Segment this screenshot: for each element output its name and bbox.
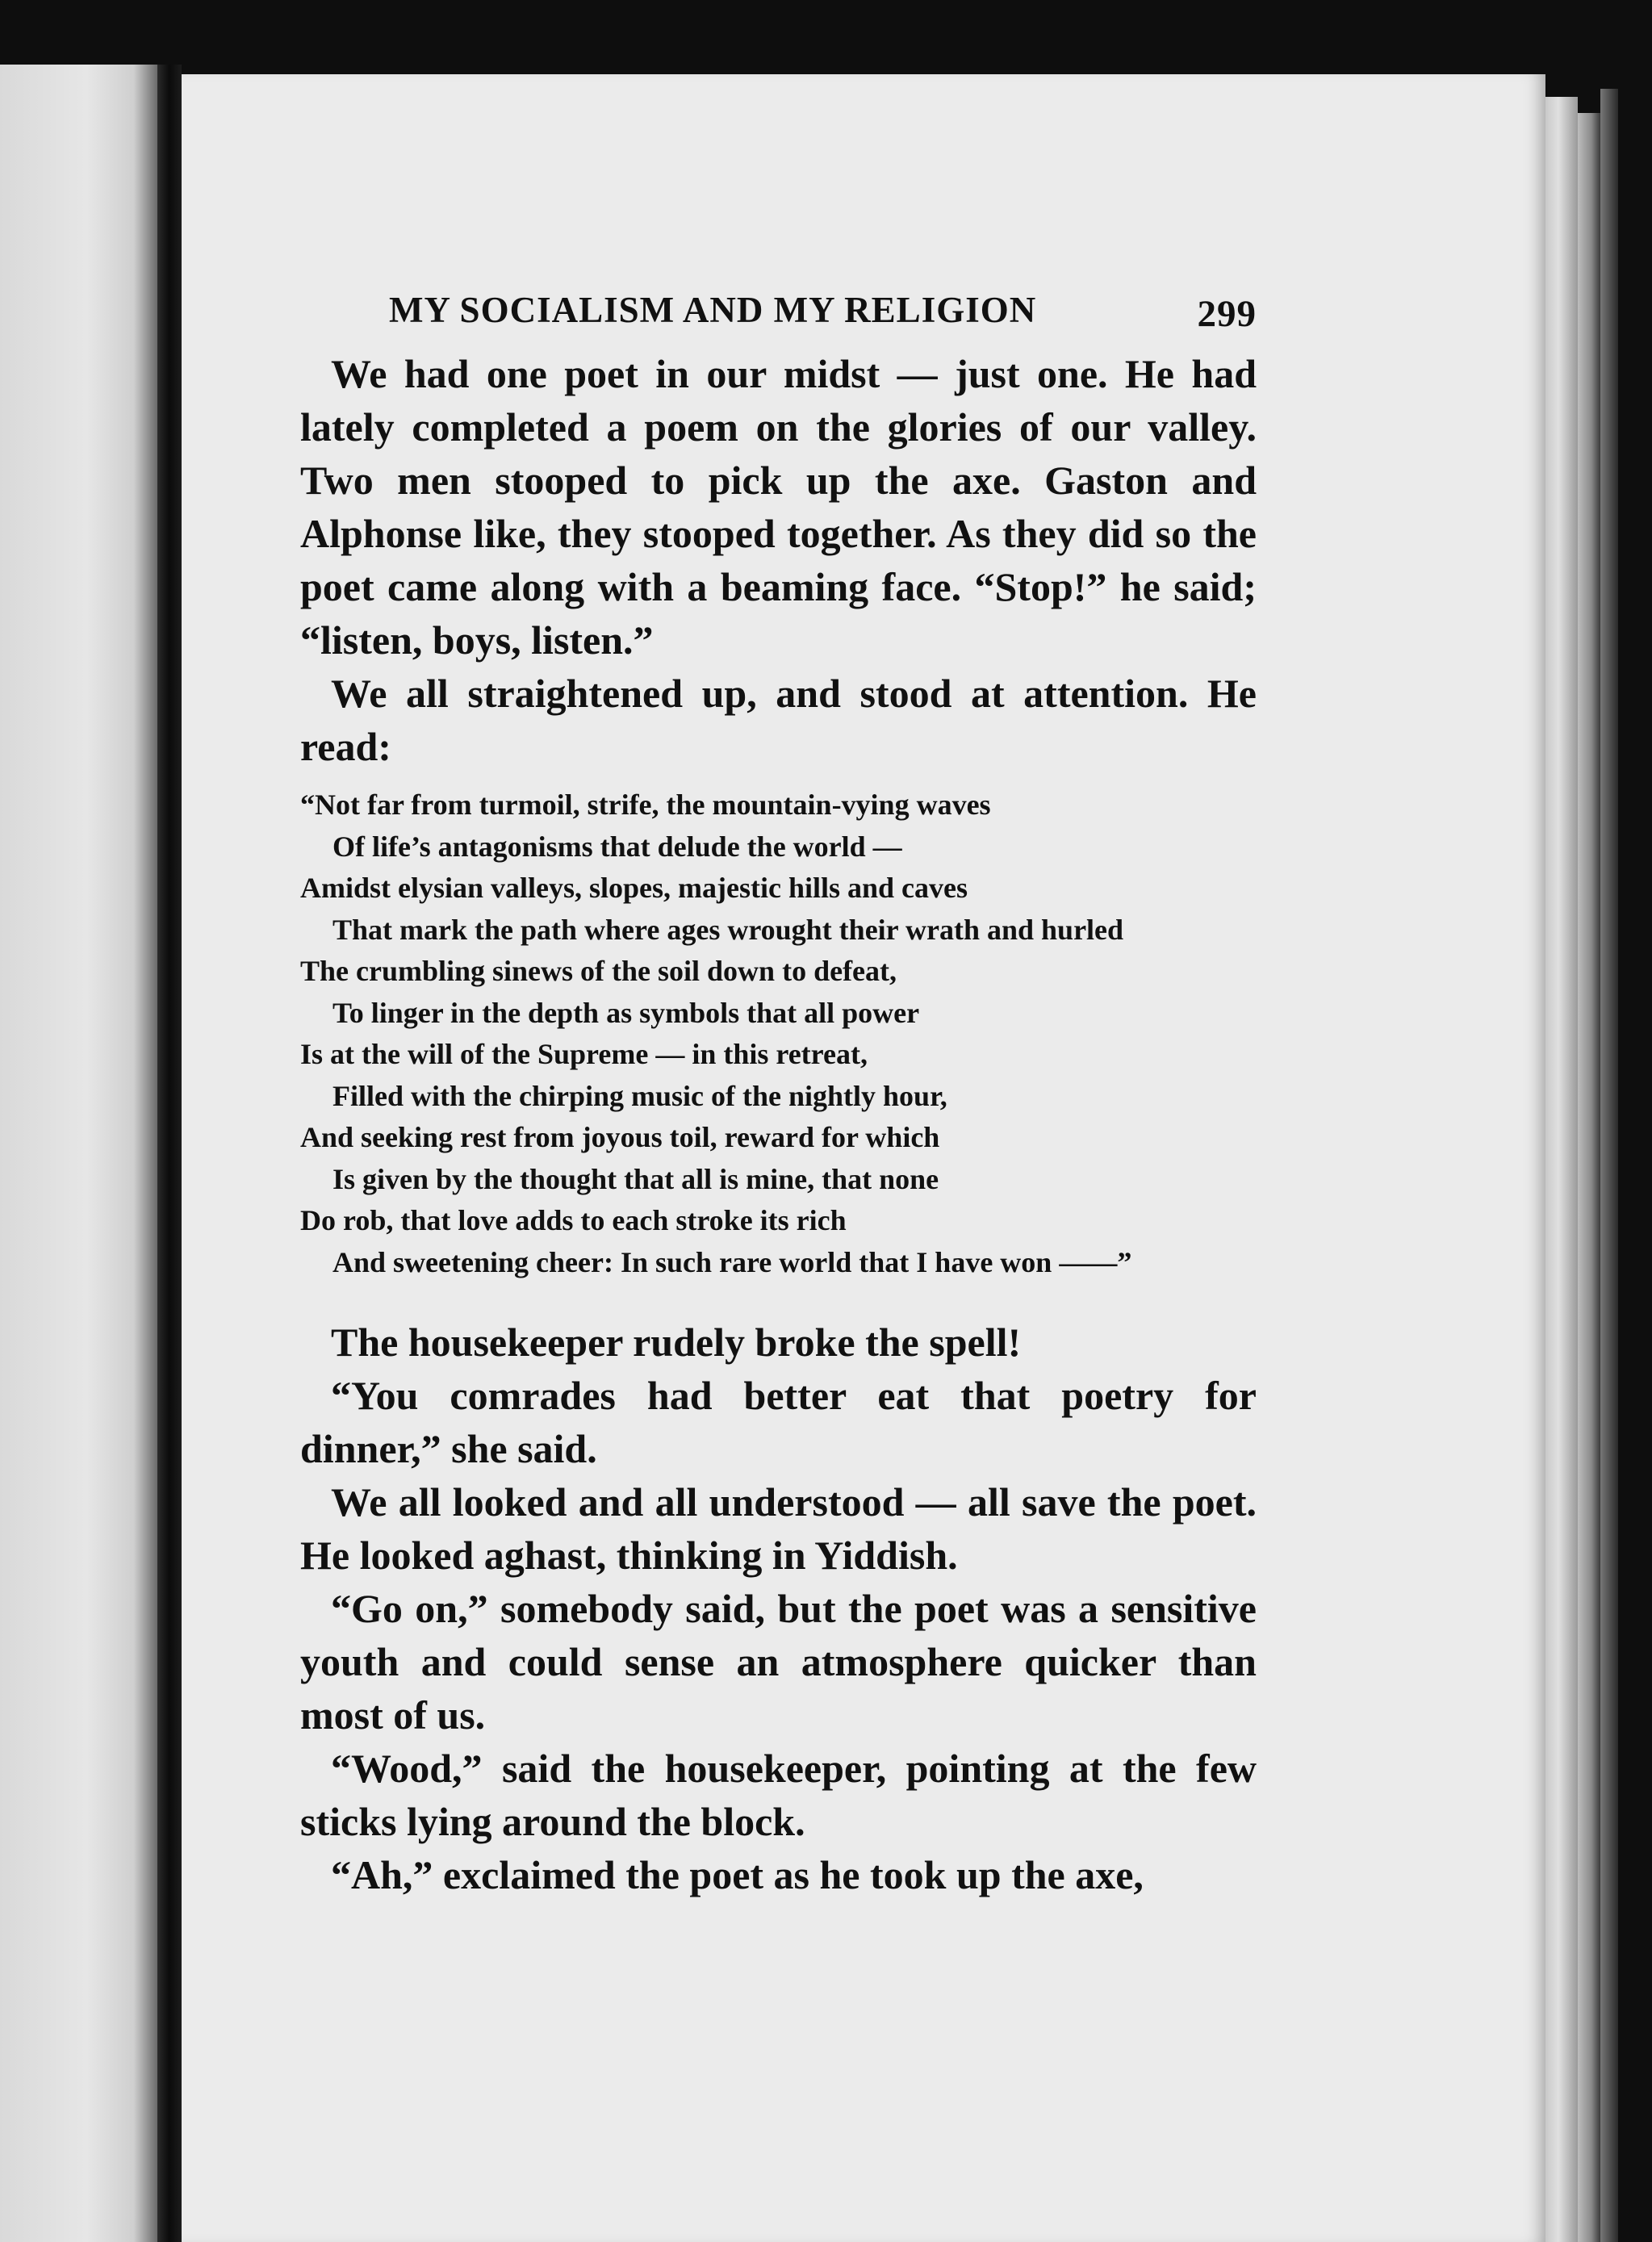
page-stack-edge	[1578, 113, 1600, 2242]
poem-line: The crumbling sinews of the soil down to defeat,	[300, 955, 897, 987]
running-head-title: MY SOCIALISM AND MY RELIGION	[389, 290, 1037, 330]
page-number: 299	[1197, 293, 1257, 335]
poem-line: That mark the path where ages wrought their wrath and hurled	[332, 913, 1124, 946]
poem-line: Filled with the chirping music of the nightly hour,	[332, 1079, 947, 1112]
poem-line: And seeking rest from joyous toil, reward for which	[300, 1121, 940, 1153]
paragraph: “Go on,” somebody said, but the poet was a sensitive youth and could sense an atmosphere quicker than most of us.	[300, 1586, 1257, 1738]
paragraph: “Wood,” said the housekeeper, pointing at the few sticks lying around the block.	[300, 1746, 1257, 1844]
page-stack-edge	[1600, 89, 1618, 2242]
poem-line: “Not far from turmoil, strife, the mountain-vying waves	[300, 788, 991, 821]
paragraph: We had one poet in our midst — just one. He had lately completed a poem on the glories of our valley. Two men stooped to pick up the axe. Gaston and Alphonse like, they stooped together. As they did so the poet came along with a beaming face. “Stop!” he said; “listen, boys, listen.”	[300, 351, 1257, 663]
poem-line: Is given by the thought that all is mine, that none	[332, 1162, 939, 1195]
book-gutter	[157, 65, 182, 2242]
left-page-edge	[0, 65, 157, 2242]
page-stack-edge	[1545, 97, 1578, 2242]
poem-line: Of life’s antagonisms that delude the world —	[332, 830, 902, 863]
poem-line: Is at the will of the Supreme — in this retreat,	[300, 1038, 868, 1070]
paragraphs-after-poem	[300, 1316, 1257, 1901]
paragraph: The housekeeper rudely broke the spell!	[331, 1320, 1022, 1365]
paragraph: We all looked and all understood — all save the poet. He looked aghast, thinking in Yiddish.	[300, 1479, 1257, 1578]
poem-line: And sweetening cheer: In such rare world that I have won ——”	[332, 1245, 1132, 1278]
page-text-block	[300, 282, 1257, 1901]
paragraph: “You comrades had better eat that poetry for dinner,” she said.	[300, 1373, 1257, 1471]
paragraph: “Ah,” exclaimed the poet as he took up the axe,	[331, 1852, 1144, 1897]
poem-line: To linger in the depth as symbols that all power	[332, 996, 920, 1029]
running-head	[300, 282, 1257, 347]
poem-line: Do rob, that love adds to each stroke its rich	[300, 1204, 847, 1236]
paragraph: We all straightened up, and stood at attention. He read:	[300, 671, 1257, 769]
poem	[300, 784, 1257, 1283]
poem-line: Amidst elysian valleys, slopes, majestic hills and caves	[300, 872, 968, 904]
